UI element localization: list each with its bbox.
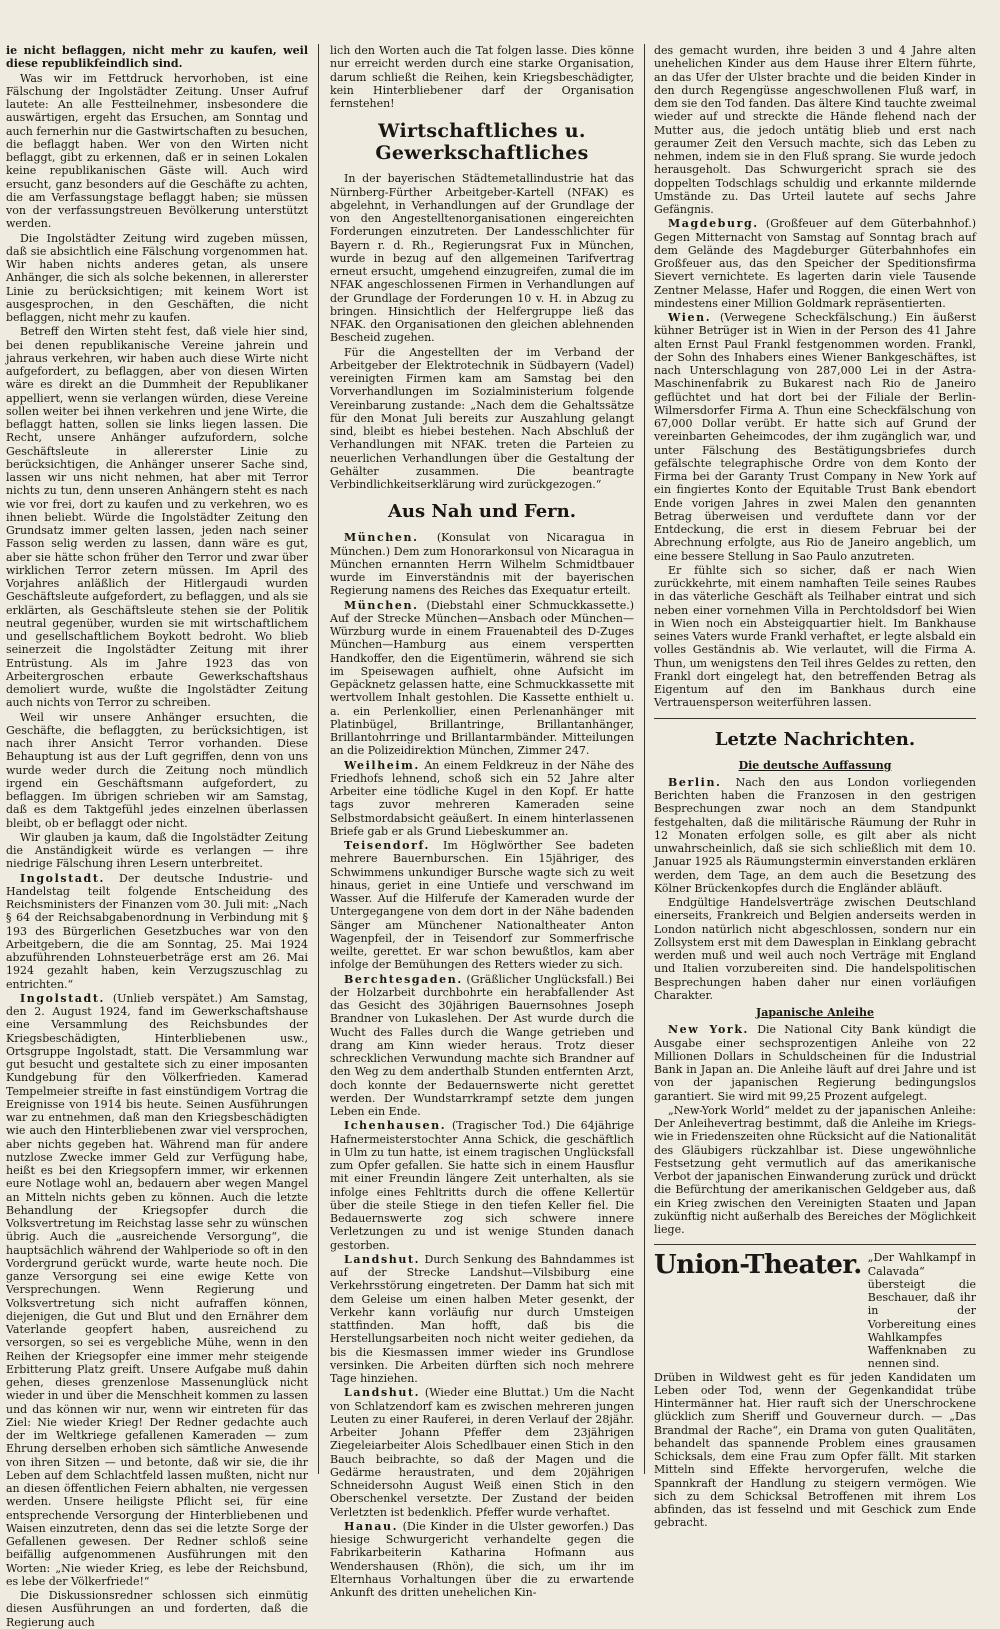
section-title-latest-news: Letzte Nachrichten. xyxy=(714,728,916,750)
news-item-text: Die Diskussionsredner schlossen sich einmütig diesen Ausführungen an und forderten, daß die Regierung auch xyxy=(6,1589,308,1629)
news-item xyxy=(654,1023,976,1103)
news-item-place: Landshut. xyxy=(344,1252,421,1266)
news-item-place: New York. xyxy=(668,1023,749,1037)
news-item-text: Er fühlte sich so sicher, daß er nach Wien zurückkehrte, mit einem namhaften Teile seines Raubes in das väterliche Geschäft als Teilhaber eintrat und sich neben einer vornehmen Villa in Perchtoldsdorf bei Wien in Wien noch ein Absteigquartier hielt. Im Bankhause seines Vaters wurde Frankl verhaftet, er legte alsbald ein volles Geständnis ab. Wie verlautet, will die Firma A. Thun, um wenigstens den Teil ihres Geldes zu retten, den Frankl dort eingelegt hat, den betreffenden Betrag als Eigentum auf den im Bankhaus durch eine Vertrauensperson weiterführen lassen. xyxy=(654,563,976,710)
news-item xyxy=(654,217,976,310)
news-item xyxy=(654,776,976,895)
news-item-text: (Tragischer Tod.) Die 64jährige Hafnermeisterstochter Anna Schick, die geschäftlich in Ulm zu tun hatte, ist einem tragischen Unglücksfall zum Opfer gefallen. Sie hatte sich in einem Hausflur mit einer Freundin längere Zeit unterhalten, als sie infolge eines Fehltritts durch die offene Kellertür über die steile Stiege in den tiefen Keller fiel. Die Bedauernswerte zog sich schwere innere Verletzungen zu und ist wenige Stunden danach gestorben. xyxy=(330,1119,634,1252)
news-item-text: Im Höglwörther See badeten mehrere Bauernburschen. Ein 15jähriger, des Schwimmens unkundiger Bursche wagte sich zu weit hinaus, geriet in eine Untiefe und verschwand im Wasser. Auf die Hilferufe der Kameraden wurde der Untergegangene von dem dort in der Nähe badenden Sänger am Münchener Nationaltheater Anton Wagenpfeil, der in Teisendorf zur Sommerfrische weilte, gerettet. Er war schon bewußtlos, kam aber infolge der Bemühungen des Retters wieder zu sich. xyxy=(330,839,634,972)
news-item xyxy=(330,973,634,1119)
subheading-german-view: Die deutsche Auffassung xyxy=(738,758,892,772)
news-item-text: (Gräßlicher Unglücksfall.) Bei der Holzarbeit durchbohrte ein herabfallender Ast das Gesicht des 30jährigen Bauernsohnes Joseph Brandner von Lukaslehen. Der Ast wurde durch die Wucht des Falles durch die Wange getrieben und drang am Kinn wieder heraus. Trotz dieser schrecklichen Verwundung machte sich Brandner auf den Weg zu dem anderthalb Stunden entfernten Arzt, doch konnte der Bedauernswerte nicht gerettet werden. Der Wundstarrkrampf setzte dem jungen Leben ein Ende. xyxy=(330,972,634,1118)
article-continuation: des gemacht wurden, ihre beiden 3 und 4 Jahre alten unehelichen Kinder aus dem Hause ihrer Eltern führte, an das Ufer der Ulster brachte und die beiden Kinder in den durch Regengüsse angeschwollenen Fluß warf, in dem sie den Tod fanden. Das ältere Kind tauchte zweimal wieder auf und streckte die Hände flehend nach der Mutter aus, die jedoch untätig blieb und erst nach geraumer Zeit den Versuch machte, sich das Leben zu nehmen, indem sie in den Fluß sprang. Sie wurde jedoch herausgeholt. Das Schwurgericht sprach sie des doppelten Todschlags schuldig und erkannte mildernde Umstände zu. Das Urteil lautete auf sechs Jahre Gefängnis. xyxy=(654,44,976,216)
theater-description: Drüben in Wildwest geht es für jeden Kandidaten um Leben oder Tod, wenn der Gegenkandidat trübe Hintermänner hat. Hier rauft sich der Unerschrockene glücklich zum Sheriff und Gouverneur durch. — „Das Brandmal der Rache“, ein Drama von guten Qualitäten, behandelt das spannende Problem eines grausamen Schicksals, dem eine Frau zum Opfer fällt. Mit starken Mitteln sind Effekte hervorgerufen, welche die Spannkraft der Handlung zu steigern vermögen. Wie sich zu dem Schicksal Betroffenen mit ihrem Los abfinden, das ist fesselnd und mit Geschick zum Ende gebracht. xyxy=(654,1370,976,1530)
news-item-place: Hanau. xyxy=(344,1519,399,1533)
article-paragraph: Für die Angestellten der im Verband der Arbeitgeber der Elektrotechnik in Südbayern (Vadel) vereinigten Firmen kam am Samstag bei den Vorverhandlungen im Sozialministerium folgende Vereinbarung zustande: „Nach dem die Gehaltssätze für den Monat Juli bereits zur Auszahlung gelangt sind, bleibt es hiebei bestehen. Nach Abschluß der Verhandlungen mit NFAK. treten die Parteien zu neuerlichen Verhandlungen über die Gestaltung der Gehälter zusammen. Die beantragte Verbindlichkeitserklärung wird zurückgezogen.“ xyxy=(330,345,634,491)
article-paragraph: Die Ingolstädter Zeitung wird zugeben müssen, daß sie absichtlich eine Fälschung vorgenommen hat. Wir haben nichts anderes getan, als unsere Anhänger, die sich als solche bekennen, in allererster Linie zu berücksichtigen; mit keinem Wort ist ausgesprochen, in den Geschäften, die nicht beflaggen, nicht mehr zu kaufen. xyxy=(6,231,308,324)
news-item-text: Durch Senkung des Bahndammes ist auf der Strecke Landshut—Vilsbiburg eine Verkehrsstörung eingetreten. Der Damm hat sich mit dem Geleise um einen halben Meter gesenkt, der Verkehr kann vorläufig nur durch Umsteigen stattfinden. Man hofft, daß bis die Herstellungsarbeiten noch nicht weiter gediehen, da bis die Kiesmassen immer wieder ins Grundlose versinken. Die Arbeiten dürften sich noch mehrere Tage hinziehen. xyxy=(330,1252,634,1385)
news-item xyxy=(654,311,976,563)
news-item-place: Ingolstadt. xyxy=(20,871,105,885)
news-item-place: Landshut. xyxy=(344,1386,421,1400)
news-item-text: Nach den aus London vorliegenden Berichten haben die Franzosen in den gestrigen Besprechungen zwar noch an dem Standpunkt festgehalten, daß die militärische Räumung der Ruhr in 12 Monaten erfolgen solle, es gilt aber als nicht unwahrscheinlich, daß sie sich schließlich mit dem 10. Januar 1925 als Räumungstermin einverstanden erklären werden, dem Tage, an dem auch die Besetzung des Kölner Brückenkopfes durch die Engländer abläuft. xyxy=(654,775,977,895)
news-item-place: Berchtesgaden. xyxy=(344,972,463,986)
news-item-text: (Großfeuer auf dem Güterbahnhof.) Gegen Mitternacht von Samstag auf Sonntag brach auf dem Gelände des Magdeburger Güterbahnhofes ein Großfeuer aus, das den Speicher der Speditionsfirma Sievert vernichtete. Es lagerten darin viele Tausende Zentner Melasse, Hafer und Roggen, die einen Wert von mindestens einer Million Goldmark repräsentierten. xyxy=(654,217,976,310)
news-item-place: Teisendorf. xyxy=(344,839,430,852)
article-paragraph: Wir glauben ja kaum, daß die Ingolstädter Zeitung die Anständigkeit würde es verlangen — ihre niedrige Fälschung ihren Lesern unterbreitet. xyxy=(6,830,308,871)
news-item-text: (Verwegene Scheckfälschung.) Ein äußerst kühner Betrüger ist in Wien in der Person des 41 Jahre alten Ernst Paul Frankl festgenommen worden. Frankl, der Sohn des Inhabers eines Wiener Bankgeschäftes, ist nach Unterschlagung von 287,000 Lei in der Astra-Maschinenfabrik zu Bukarest nach Rio de Janeiro geflüchtet und hat dort bei der Filiale der Berlin-Wilmersdorfer Firma A. Thun eine Scheckfälschung von 67,000 Dollar verübt. Er hatte sich auf Grund der vereinbarten Geheimcodes, der ihm zugänglich war, und unter Fälschung des Bestätigungsbriefes durch gefälschte telegraphische Ordre von dem Konto der Firma bei der Garanty Trust Company in New York auf ein fingiertes Konto der Equitable Trust Bank ebendort Ende vorigen Jahres in zwei Malen den genannten Betrag überweisen und verduftete dann vor der Entdeckung, die erst in diesem Februar bei der Abrechnung erfolgte, aus Rio de Janeiro angeblich, um eine bessere Stellung in Sao Paulo anzutreten. xyxy=(654,311,976,563)
news-item-text: (Diebstahl einer Schmuckkassette.) Auf der Strecke München—Ansbach oder München—Würzburg wurde in einem Frauenabteil des D-Zuges München—Hamburg aus einem verspertten Handkoffer, den die Eigentümerin, während sie sich im Speisewagen aufhielt, ohne Aufsicht im Gepäcknetz gelassen hatte, eine Schmuckkassette mit wertvollem Inhalt gestohlen. Die Kassette enthielt u. a. ein Perlenkollier, einen Perlenanhänger mit Platinbügel, Brillantringe, Brillantanhänger, Brillantohrringe und Brillantarmbänder. Mitteilungen an die Polizeidirektion München, Zimmer 247. xyxy=(330,598,634,758)
news-item xyxy=(6,872,308,991)
news-item xyxy=(330,1119,634,1252)
news-item-text: Endgültige Handelsverträge zwischen Deutschland einerseits, Frankreich und Belgien anderseits werden in London natürlich nicht abgeschlossen, sondern nur ein Zollsystem erst mit dem Dawesplan in Einklang gebracht werden muß und weil auch noch Verträge mit England und Italien vorzubereiten sind. Die handelspolitischen Besprechungen haben daher nur einen vorläufigen Charakter. xyxy=(654,896,976,1002)
news-item-text: (Konsulat von Nicaragua in München.) Dem zum Honorarkonsul von Nicaragua in München ernannten Herrn Wilhelm Schmidtbauer wurde im Einverständnis mit der bayerischen Regierung namens des Reiches das Exequatur erteilt. xyxy=(330,531,634,598)
news-item-place: München. xyxy=(344,531,419,545)
news-item-place: Magdeburg. xyxy=(668,217,759,231)
column-left xyxy=(6,44,312,1629)
news-item-place: München. xyxy=(344,598,419,612)
subheading-japan-loan: Japanische Anleihe xyxy=(756,1006,874,1019)
theater-name: Union-Theater. xyxy=(654,1250,862,1281)
news-item-text: An einem Feldkreuz in der Nähe des Friedhofs lehnend, schoß sich ein 52 Jahre alter Arbeiter eine tödliche Kugel in den Kopf. Er hatte tags zuvor mehreren Kameraden seine Selbstmordabsicht geäußert. In einem hinterlassenen Briefe gab er als Grund Liebeskummer an. xyxy=(330,758,634,838)
news-item-place: Wien. xyxy=(668,311,712,324)
news-item xyxy=(330,1520,634,1600)
article-paragraph: Was wir im Fettdruck hervorhoben, ist eine Fälschung der Ingolstädter Zeitung. Unser Aufruf lautete: An alle Festteilnehmer, insbesondere die auswärtigen, ergeht das Ersuchen, am Sonntag und auch fernerhin nur die Gastwirtschaften zu besuchen, die beflaggt haben. Wer von den Wirten nicht beflaggt, gibt zu erkennen, daß er in seinen Lokalen keine republikanischen Gäste will. Auch wird ersucht, ganz besonders auf die Geschäfte zu achten, die am Verfassungstage beflaggt haben; sie müssen von der verfassungstreuen Bevölkerung unterstützt werden. xyxy=(6,71,308,231)
section-title-near-far: Aus Nah und Fern. xyxy=(387,501,577,523)
column-rule xyxy=(644,44,645,1474)
article-paragraph: In der bayerischen Städtemetallindustrie hat das Nürnberg-Fürther Arbeitgeber-Kartell (NFAK) es abgelehnt, in Verhandlungen auf der Grundlage der von den Angestelltenorganisationen eingereichten Forderungen einzutreten. Der Landesschlichter für Bayern r. d. Rh., Regierungsrat Fux in München, wurde in bezug auf den allgemeinen Tarifvertrag erneut ersucht, umgehend einzugreifen, zumal die im NFAK angeschlossenen Firmen in Verhandlungen auf der Grundlage der Forderungen 10 v. H. in Abzug zu bringen. Hinsichtlich der Helfergruppe ließ das NFAK. den Organisationen den gleichen ablehnenden Bescheid zugehen. xyxy=(330,172,634,345)
article-paragraph: Betreff den Wirten steht fest, daß viele hier sind, bei denen republikanische Vereine jahrein und jahraus verkehren, wir haben auch diese Wirte nicht aufgefordert, zu beflaggen, aber von diesen Wirten wäre es direkt an die Dummheit der Republikaner appelliert, wenn sie verlangen würden, diese Vereine sollen weiter bei ihnen verkehren und jene Wirte, die beflaggt hatten, sollen sie links liegen lassen. Die Recht, unsere Anhänger aufzufordern, solche Geschäftsleute in allererster Linie zu berücksichtigen, die Anhänger unserer Sache sind, lassen wir uns nicht nehmen, hat aber mit Terror nichts zu tun, denn unseren Anhängern steht es nach wie vor frei, dort zu kaufen und zu verkehren, wo es ihnen beliebt. Würde die Ingolstädter Zeitung den Grundsatz immer gelten lassen, jeden nach seiner Fasson selig werden zu lassen, dann wäre es gut, aber sie hätte schon früher den Terror und zwar über wirklichen Terror zetern müssen. Im April des Vorjahres anläßlich der Hitlergaudi wurden Geschäftsleute aufgefordert, zu beflaggen, und als sie erklärten, als Geschäftsleute stehen sie der Politik neutral gegenüber, wurden sie mit wirtschaftlichem und gesellschaftlichem Boykott bedroht. Wo blieb seinerzeit die Ingolstädter Zeitung mit ihrer Entrüstung. Als im Jahre 1923 das von Arbeitergroschen erbaute Gewerkschaftshaus demoliert wurde, wußte die Ingolstädter Zeitung auch nichts von Terror zu schreiben. xyxy=(6,325,308,710)
news-item-text: Die National City Bank kündigt die Ausgabe einer sechsprozentigen Anleihe von 22 Millionen Dollars in Schuldscheinen für die Industrial Bank in Japan an. Die Anleihe läuft auf drei Jahre und ist von der japanischen Regierung bedingungslos garantiert. Sie wird mit 99,25 Prozent aufgelegt. xyxy=(654,1023,976,1103)
news-item-text: (Die Kinder in die Ulster geworfen.) Das hiesige Schwurgericht verhandelte gegen die Fabrikarbeiterin Katharina Hofmann aus Wendershausen (Rhön), die sich, um ihr im Elternhaus Vorhaltungen über die zu erwartende Ankunft des dritten unehelichen Kin- xyxy=(330,1519,634,1599)
column-rule xyxy=(318,44,319,1474)
article-continuation: lich den Worten auch die Tat folgen lasse. Dies könne nur erreicht werden durch eine starke Organisation, darum schließt die Reihen, kein Kriegsbeschädigter, kein Hinterbliebener darf der Organisation fernstehen! xyxy=(330,44,634,110)
article-paragraph: Weil wir unsere Anhänger ersuchten, die Geschäfte, die beflaggten, zu berücksichtigen, ist nach ihrer Ansicht Terror vorhanden. Diese Behauptung ist aus der Luft gegriffen, denn von uns wurde weder durch die Zeitung noch mündlich irgend ein Geschäftsmann aufgefordert, zu beflaggen. Im übrigen schrieben wir am Samstag, daß es dem Taktgefühl jedes einzelnen überlassen bleibt, ob er beflaggt oder nicht. xyxy=(6,710,308,830)
news-item xyxy=(330,599,634,758)
news-item xyxy=(6,992,308,1588)
theater-advertisement xyxy=(654,1251,976,1370)
news-item xyxy=(330,839,634,972)
news-item-text: Der deutsche Industrie- und Handelstag teilt folgende Entscheidung des Reichsministers der Finanzen vom 30. Juli mit: „Nach § 64 der Reichsabgabenordnung in Verbindung mit § 193 des Bürgerlichen Gesetzbuches war von den Arbeitgebern, die die am Sonntag, 25. Mai 1924 abzuführenden Lohnsteuerbeträge erst am 26. Mai 1924 gezahlt haben, kein Verzugszuschlag zu entrichten.“ xyxy=(6,871,309,991)
news-item-text: (Unlieb verspätet.) Am Samstag, den 2. August 1924, fand im Gewerkschaftshause eine Versammlung des Reichsbundes der Kriegsbeschädigten, Hinterbliebenen usw., Ortsgruppe Ingolstadt, statt. Die Versammlung war gut besucht und gestaltete sich zu einer imposanten Kundgebung für den Völkerfrieden. Kamerad Tempelmeier streifte in fast einstündigem Vortrag die Ereignisse von 1914 bis heute. Seinen Ausführungen war zu entnehmen, daß man den Kriegsbeschädigten wie auch den Hinterbliebenen zwar viel versprochen, aber nichts gegeben hat. Während man für andere nutzlose Zwecke immer Geld zur Verfügung habe, heißt es bei den Kriegsopfern immer, wir erkennen eure Notlage wohl an, bedauern aber wegen Mangel an Mitteln nichts geben zu können. Auch die letzte Behandlung der Kriegsopfer durch die Volksvertretung im Reichstag lasse sehr zu wünschen übrig. Auch die „ausreichende Versorgung“, die hauptsächlich während der Wahlperiode so oft in den Vordergrund gerückt wurde, warte heute noch. Die ganze Versorgung sei eine ewige Kette von Versprechungen. Wenn Regierung und Volksvertretung sich nicht aufraffen können, diejenigen, die Gut und Blut und den Ernährer dem Vaterlande geopfert haben, ausreichend zu versorgen, so sei es vergebliche Mühe, wenn in den Reihen der Kriegsopfer eine immer mehr steigende Erbitterung Platz greift. Unsere Aufgabe muß dahin gehen, dieses grenzenlose Massenunglück nicht wieder in und über die Menschheit kommen zu lassen und das können wir nur, wenn wir eintreten für das Ziel: Nie wieder Krieg! Der Redner gedachte auch der im Weltkriege gefallenen Kameraden — zum Ehrung derselben erhoben sich sämtliche Anwesende von ihren Sitzen — und betonte, daß wir sie, die ihr Leben auf dem Schlachtfeld lassen mußten, nicht nur an diesen öffentlichen Feiern abhalten, nie vergessen werden. Unsere heiligste Pflicht sei, für eine entsprechende Versorgung der Hinterbliebenen und Waisen einzutreten, denn das sei die letzte Sorge der Gefallenen gewesen. Der Redner schloß seine beifällig aufgenommenen Ausführungen mit den Worten: „Nie wieder Krieg, es lebe der Reichsbund, es lebe der Völkerfriede!“ xyxy=(6,991,308,1588)
theater-lead: „Der Wahlkampf in Calavada“ übersteigt die Beschauer, daß ihr in der Vorbereitung eines Wahlkampfes Waffenknaben zu nennen sind. xyxy=(867,1251,976,1371)
news-item-place: Weilheim. xyxy=(344,758,420,772)
news-item xyxy=(654,564,976,710)
news-item xyxy=(330,1253,634,1386)
news-item-place: Ingolstadt. xyxy=(20,991,105,1005)
section-title-economy: Wirtschaftliches u. Gewerkschaftliches xyxy=(375,120,589,165)
news-item xyxy=(6,1589,308,1629)
column-middle xyxy=(326,44,638,1599)
article-paragraph: ie nicht beflaggen, nicht mehr zu kaufen, weil diese republikfeindlich sind. xyxy=(6,44,308,71)
column-right xyxy=(650,44,977,1530)
section-divider xyxy=(654,718,976,719)
news-item xyxy=(654,1104,976,1237)
news-item-place: Berlin. xyxy=(668,775,722,789)
news-item xyxy=(330,531,634,597)
news-item-text: „New-York World“ meldet zu der japanischen Anleihe: Der Anleihevertrag bestimmt, daß die Anleihe im Kriegs- wie in Friedenszeiten ohne Rücksicht auf die Nationalität des Gläubigers rückzahlbar ist. Diese ungewöhnliche Festsetzung geht vermutlich auf das amerikanische Verbot der japanischen Einwanderung zurück und drückt die Befürchtung der amerikanischen Geldgeber aus, daß ein Krieg zwischen den Vereinigten Staaten und Japan zukünftig nicht außerhalb des Bereiches der Möglichkeit liege. xyxy=(654,1103,976,1236)
news-item xyxy=(330,759,634,839)
news-item xyxy=(330,1386,634,1519)
news-item-place: Ichenhausen. xyxy=(344,1119,447,1133)
news-item xyxy=(654,896,976,1002)
news-item-text: (Wieder eine Bluttat.) Um die Nacht von Schlatzendorf kam es zwischen mehreren jungen Leuten zu einer Rauferei, in deren Verlauf der 28jähr. Arbeiter Johann Pfeffer dem 23jährigen Ziegeleiarbeiter Alois Schedlbauer einen Stich in den Bauch beibrachte, so daß der Magen und die Gedärme heraustraten, und dem 20jährigen Schneidersohn August Weiß einen Stich in den Oberschenkel versetzte. Der Zustand der beiden Verletzten ist bedenklich. Pfeffer wurde verhaftet. xyxy=(330,1386,634,1519)
section-divider xyxy=(654,1244,976,1245)
